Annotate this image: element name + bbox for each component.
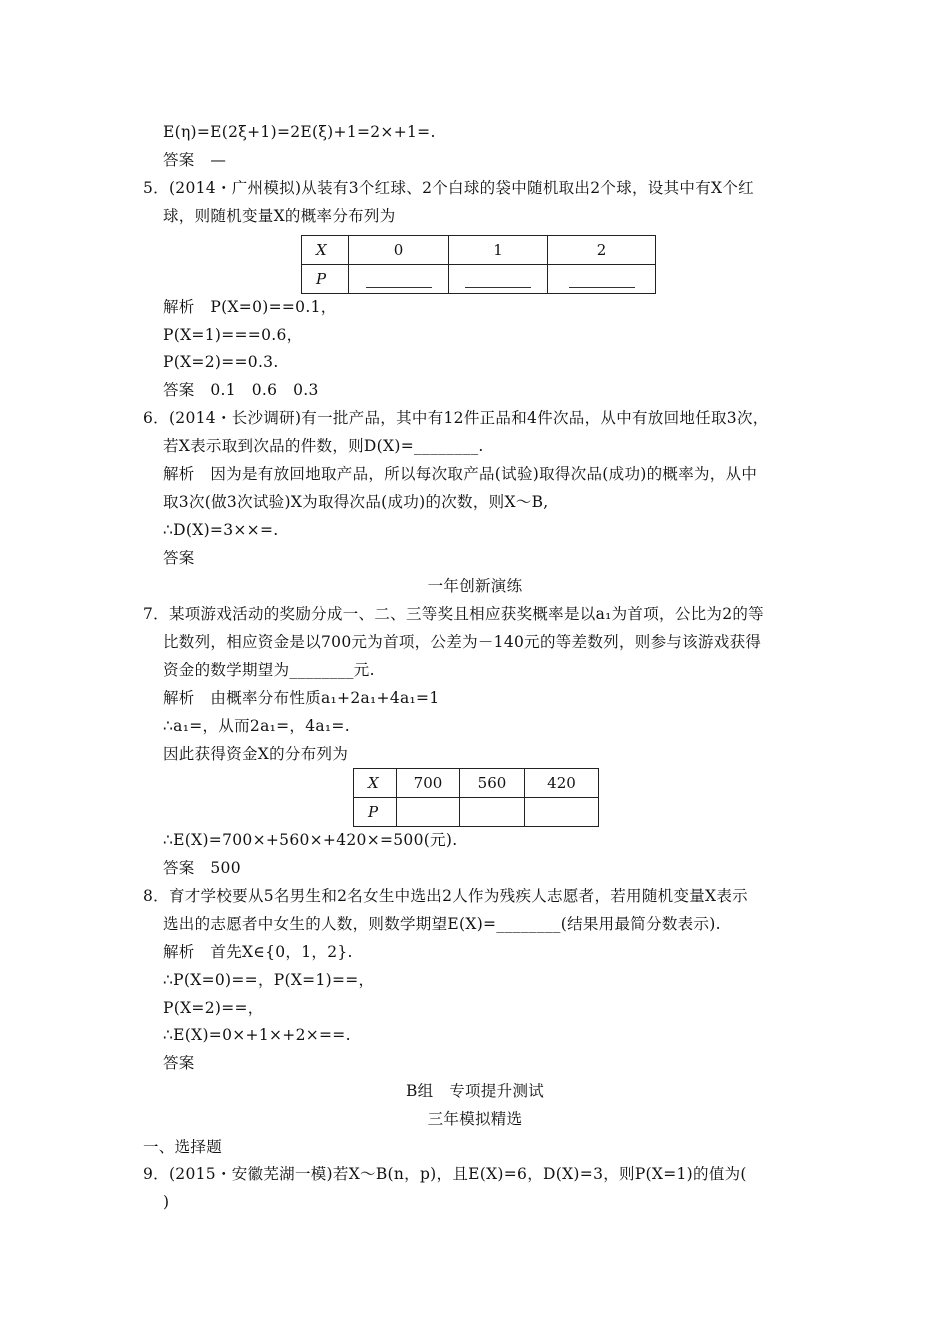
analysis-8-line-3: P(X=2)==， bbox=[163, 999, 264, 1017]
table-row bbox=[302, 265, 656, 294]
table-cell: P bbox=[302, 265, 349, 294]
analysis-8-line-2: ∴P(X=0)==，P(X=1)==， bbox=[163, 971, 375, 989]
table-cell: 1 bbox=[449, 236, 548, 265]
distribution-table-q5 bbox=[301, 235, 656, 294]
table-row bbox=[354, 769, 599, 798]
question-5-line-2: 球，则随机变量X的概率分布列为 bbox=[163, 207, 396, 225]
question-7-line-1: 7．某项游戏活动的奖励分成一、二、三等奖且相应获奖概率是以a₁为首项，公比为2的等 bbox=[143, 605, 764, 623]
distribution-table-q7 bbox=[353, 768, 599, 827]
question-7-line-3: 资金的数学期望为________元. bbox=[163, 661, 375, 679]
answer-8: 答案 bbox=[163, 1054, 195, 1072]
analysis-7-line-2: ∴a₁=，从而2a₁=，4a₁=. bbox=[163, 717, 350, 735]
analysis-6-line-2: 取3次(做3次试验)X为取得次品(成功)的次数，则X～B, bbox=[163, 493, 549, 511]
analysis-5-line-2: P(X=1)===0.6， bbox=[163, 326, 303, 344]
question-6-line-2: 若X表示取到次品的件数，则D(X)=________. bbox=[163, 437, 484, 455]
table-cell: 0 bbox=[349, 236, 449, 265]
section-heading-choice: 一、选择题 bbox=[143, 1138, 223, 1156]
analysis-7-line-1: 解析 由概率分布性质a₁+2a₁+4a₁=1 bbox=[163, 689, 440, 707]
table-row bbox=[354, 798, 599, 827]
question-5-line-1: 5．(2014・广州模拟)从装有3个红球、2个白球的袋中随机取出2个球，设其中有X个红 bbox=[143, 179, 754, 197]
answer-blank bbox=[548, 265, 656, 294]
table-cell: 560 bbox=[460, 769, 525, 798]
question-9-line-2: ) bbox=[163, 1193, 170, 1211]
section-heading-group-b: B组 专项提升测试 bbox=[405, 1082, 545, 1100]
analysis-8-line-4: ∴E(X)=0×+1×+2×==. bbox=[163, 1026, 351, 1044]
answer-6: 答案 bbox=[163, 549, 195, 567]
analysis-7-line-4: ∴E(X)=700×+560×+420×=500(元). bbox=[163, 831, 458, 849]
section-heading-three-year: 三年模拟精选 bbox=[427, 1110, 523, 1128]
analysis-5-line-1: 解析 P(X=0)==0.1， bbox=[163, 298, 337, 316]
answer-blank bbox=[349, 265, 449, 294]
analysis-7-line-3: 因此获得资金X的分布列为 bbox=[163, 745, 349, 763]
answer-7: 答案 500 bbox=[163, 859, 241, 877]
answer-4: 答案 — bbox=[163, 151, 227, 169]
analysis-5-line-3: P(X=2)==0.3. bbox=[163, 353, 279, 371]
table-cell: X bbox=[354, 769, 397, 798]
answer-blank bbox=[449, 265, 548, 294]
table-cell: 700 bbox=[397, 769, 460, 798]
table-cell bbox=[397, 798, 460, 827]
analysis-6-line-1: 解析 因为是有放回地取产品，所以每次取产品(试验)取得次品(成功)的概率为，从中 bbox=[163, 465, 758, 483]
table-cell bbox=[460, 798, 525, 827]
table-row bbox=[302, 236, 656, 265]
table-cell: X bbox=[302, 236, 349, 265]
table-cell bbox=[525, 798, 599, 827]
table-cell: 420 bbox=[525, 769, 599, 798]
question-8-line-2: 选出的志愿者中女生的人数，则数学期望E(X)=________(结果用最简分数表示). bbox=[163, 915, 721, 933]
analysis-8-line-1: 解析 首先X∈{0，1，2}. bbox=[163, 943, 353, 961]
section-heading-innovation: 一年创新演练 bbox=[427, 577, 523, 595]
analysis-6-line-3: ∴D(X)=3××=. bbox=[163, 521, 279, 539]
table-cell: 2 bbox=[548, 236, 656, 265]
table-cell: P bbox=[354, 798, 397, 827]
question-8-line-1: 8．育才学校要从5名男生和2名女生中选出2人作为残疾人志愿者，若用随机变量X表示 bbox=[143, 887, 748, 905]
question-6-line-1: 6．(2014・长沙调研)有一批产品，其中有12件正品和4件次品，从中有放回地任取3次， bbox=[143, 409, 769, 427]
answer-5: 答案 0.1 0.6 0.3 bbox=[163, 381, 319, 399]
formula-expectation-eta: E(η)=E(2ξ+1)=2E(ξ)+1=2×+1=. bbox=[163, 123, 436, 141]
question-9-line-1: 9．(2015・安徽芜湖一模)若X～B(n，p)，且E(X)=6，D(X)=3，则P(X=1)的值为( bbox=[143, 1165, 747, 1183]
question-7-line-2: 比数列，相应资金是以700元为首项，公差为－140元的等差数列，则参与该游戏获得 bbox=[163, 633, 762, 651]
